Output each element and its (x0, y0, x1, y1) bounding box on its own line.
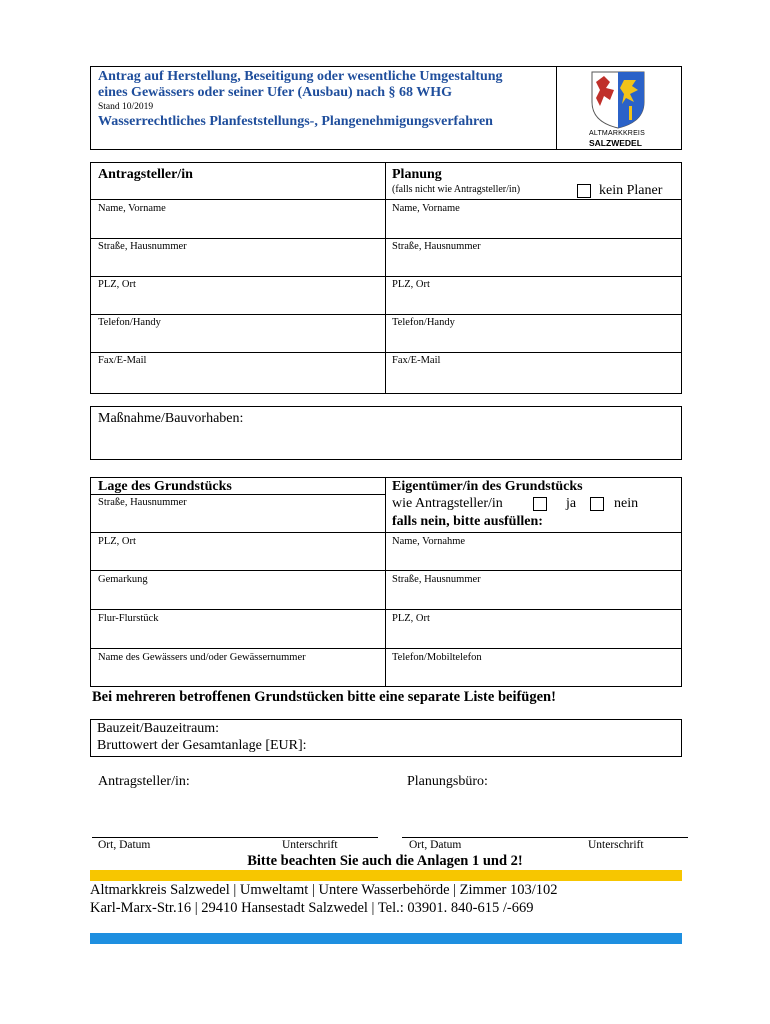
measure-label: Maßnahme/Bauvorhaben: (98, 411, 244, 426)
owner-yes-checkbox[interactable] (533, 497, 547, 511)
applicant-signature-caption: Unterschrift (282, 839, 338, 851)
owner-same-as-applicant-label: wie Antragsteller/in (392, 496, 503, 511)
owner-street-field[interactable]: Straße, Hausnummer (392, 574, 481, 585)
no-planner-label: kein Planer (599, 183, 663, 198)
owner-no-checkbox[interactable] (590, 497, 604, 511)
owner-name-field[interactable]: Name, Vornahme (392, 536, 466, 547)
applicant-phone-field[interactable]: Telefon/Handy (98, 317, 161, 328)
form-title-line2: eines Gewässers oder seiner Ufer (Ausbau) nach § 68 WHG (98, 85, 453, 100)
logo-text-line2: SALZWEDEL (589, 138, 642, 148)
property-heading: Lage des Grundstücks (98, 479, 232, 494)
footer-blue-bar (90, 933, 682, 944)
applicant-name-field[interactable]: Name, Vorname (98, 203, 166, 214)
property-parcel-field[interactable]: Flur-Flurstück (98, 613, 159, 624)
property-street-field[interactable]: Straße, Hausnummer (98, 497, 187, 508)
no-planner-checkbox[interactable] (577, 184, 591, 198)
logo-text-line1: ALTMARKKREIS (589, 130, 645, 137)
footer-line1: Altmarkkreis Salzwedel | Umweltamt | Untere Wasserbehörde | Zimmer 103/102 (90, 882, 558, 898)
applicant-zip-city-field[interactable]: PLZ, Ort (98, 279, 136, 290)
office-signature-line[interactable] (402, 837, 688, 838)
office-place-date-label: Ort, Datum (409, 839, 462, 851)
office-signature-label: Planungsbüro: (407, 774, 488, 789)
footer-line2: Karl-Marx-Str.16 | 29410 Hansestadt Salzwedel | Tel.: 03901. 840-615 /-669 (90, 900, 534, 916)
form-subtitle: Wasserrechtliches Planfeststellungs-, Plangenehmigungsverfahren (98, 114, 493, 129)
owner-if-no-label: falls nein, bitte ausfüllen: (392, 514, 543, 529)
construction-value-field[interactable]: Bruttowert der Gesamtanlage [EUR]: (97, 738, 307, 753)
property-zip-city-field[interactable]: PLZ, Ort (98, 536, 136, 547)
property-owner-divider (385, 477, 386, 687)
applicant-street-field[interactable]: Straße, Hausnummer (98, 241, 187, 252)
applicant-signature-line[interactable] (92, 837, 378, 838)
applicant-fax-email-field[interactable]: Fax/E-Mail (98, 355, 147, 366)
owner-heading: Eigentümer/in des Grundstücks (392, 479, 583, 494)
applicant-planning-divider (385, 162, 386, 394)
planning-phone-field[interactable]: Telefon/Handy (392, 317, 455, 328)
form-title-line1: Antrag auf Herstellung, Beseitigung oder wesentliche Umgestaltung (98, 69, 503, 84)
planning-fax-email-field[interactable]: Fax/E-Mail (392, 355, 441, 366)
planning-heading: Planung (392, 167, 442, 182)
multiple-properties-notice: Bei mehreren betroffenen Grundstücken bitte eine separate Liste beifügen! (92, 689, 556, 705)
planning-name-field[interactable]: Name, Vorname (392, 203, 460, 214)
planning-zip-city-field[interactable]: PLZ, Ort (392, 279, 430, 290)
planning-note: (falls nicht wie Antragsteller/in) (392, 184, 521, 195)
row-divider (90, 532, 682, 533)
applicant-signature-label: Antragsteller/in: (98, 774, 190, 789)
attachments-notice: Bitte beachten Sie auch die Anlagen 1 und 2! (247, 853, 523, 869)
footer-yellow-bar (90, 870, 682, 881)
applicant-heading: Antragsteller/in (98, 167, 193, 182)
owner-yes-label: ja (566, 496, 577, 511)
owner-no-label: nein (614, 496, 639, 511)
property-district-field[interactable]: Gemarkung (98, 574, 148, 585)
form-version: Stand 10/2019 (98, 102, 154, 112)
owner-phone-field[interactable]: Telefon/Mobiltelefon (392, 652, 482, 663)
owner-zip-city-field[interactable]: PLZ, Ort (392, 613, 430, 624)
coat-of-arms-logo (588, 68, 648, 130)
row-divider (90, 648, 682, 649)
row-divider (90, 238, 682, 239)
row-divider (90, 609, 682, 610)
row-divider (90, 276, 682, 277)
construction-period-field[interactable]: Bauzeit/Bauzeitraum: (97, 721, 220, 736)
row-divider (90, 352, 682, 353)
row-divider (90, 199, 682, 200)
header-divider (556, 66, 557, 150)
row-divider (90, 314, 682, 315)
office-signature-caption: Unterschrift (588, 839, 644, 851)
row-divider (90, 570, 682, 571)
property-water-body-field[interactable]: Name des Gewässers und/oder Gewässernummer (98, 652, 306, 663)
planning-street-field[interactable]: Straße, Hausnummer (392, 241, 481, 252)
applicant-place-date-label: Ort, Datum (98, 839, 151, 851)
